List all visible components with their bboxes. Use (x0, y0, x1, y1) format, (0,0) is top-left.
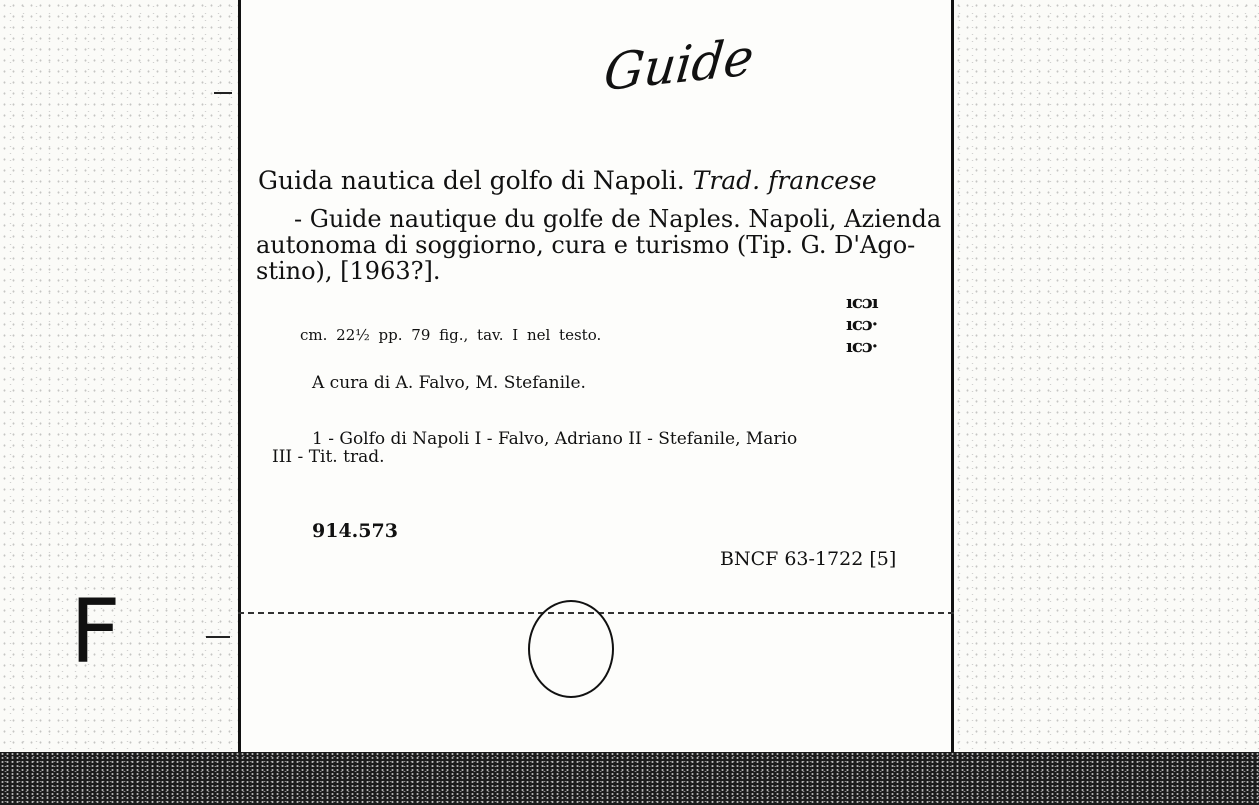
handwritten-heading: Guide (601, 27, 757, 103)
margin-mark: ıcɔı (846, 292, 878, 313)
classification-number: 914.573 (312, 520, 398, 542)
subjects-line-1: 1 - Golfo di Napoli I - Falvo, Adriano II - Stefanile, Mario (312, 429, 798, 449)
scanner-bottom-band (0, 752, 1259, 805)
subject-entries (272, 430, 952, 466)
responsibility-statement: A cura di A. Falvo, M. Stefanile. (312, 373, 586, 393)
drawer-letter: F (70, 580, 121, 683)
margin-mark: ıcɔ· (846, 314, 878, 335)
edge-tick-mark (214, 92, 232, 94)
catalog-number: BNCF 63-1722 [5] (720, 548, 897, 570)
edge-tick-mark (206, 636, 230, 638)
title-main: Guida nautica del golfo di Napoli. (258, 166, 685, 195)
card-punch-hole (528, 600, 614, 698)
title-note: Trad. francese (692, 166, 877, 195)
card-title (258, 166, 877, 195)
body-line-1: - Guide nautique du golfe de Naples. Napoli, Azienda (294, 205, 942, 233)
margin-mark: ıcɔ· (846, 336, 878, 357)
subjects-line-2: III - Tit. trad. (272, 447, 385, 467)
physical-description: cm. 22½ pp. 79 fig., tav. I nel testo. (300, 326, 602, 344)
body-line-3: stino), [1963?]. (256, 257, 441, 285)
publication-details (256, 205, 946, 285)
body-line-2: autonoma di soggiorno, cura e turismo (Tip. G. D'Ago- (256, 231, 916, 259)
